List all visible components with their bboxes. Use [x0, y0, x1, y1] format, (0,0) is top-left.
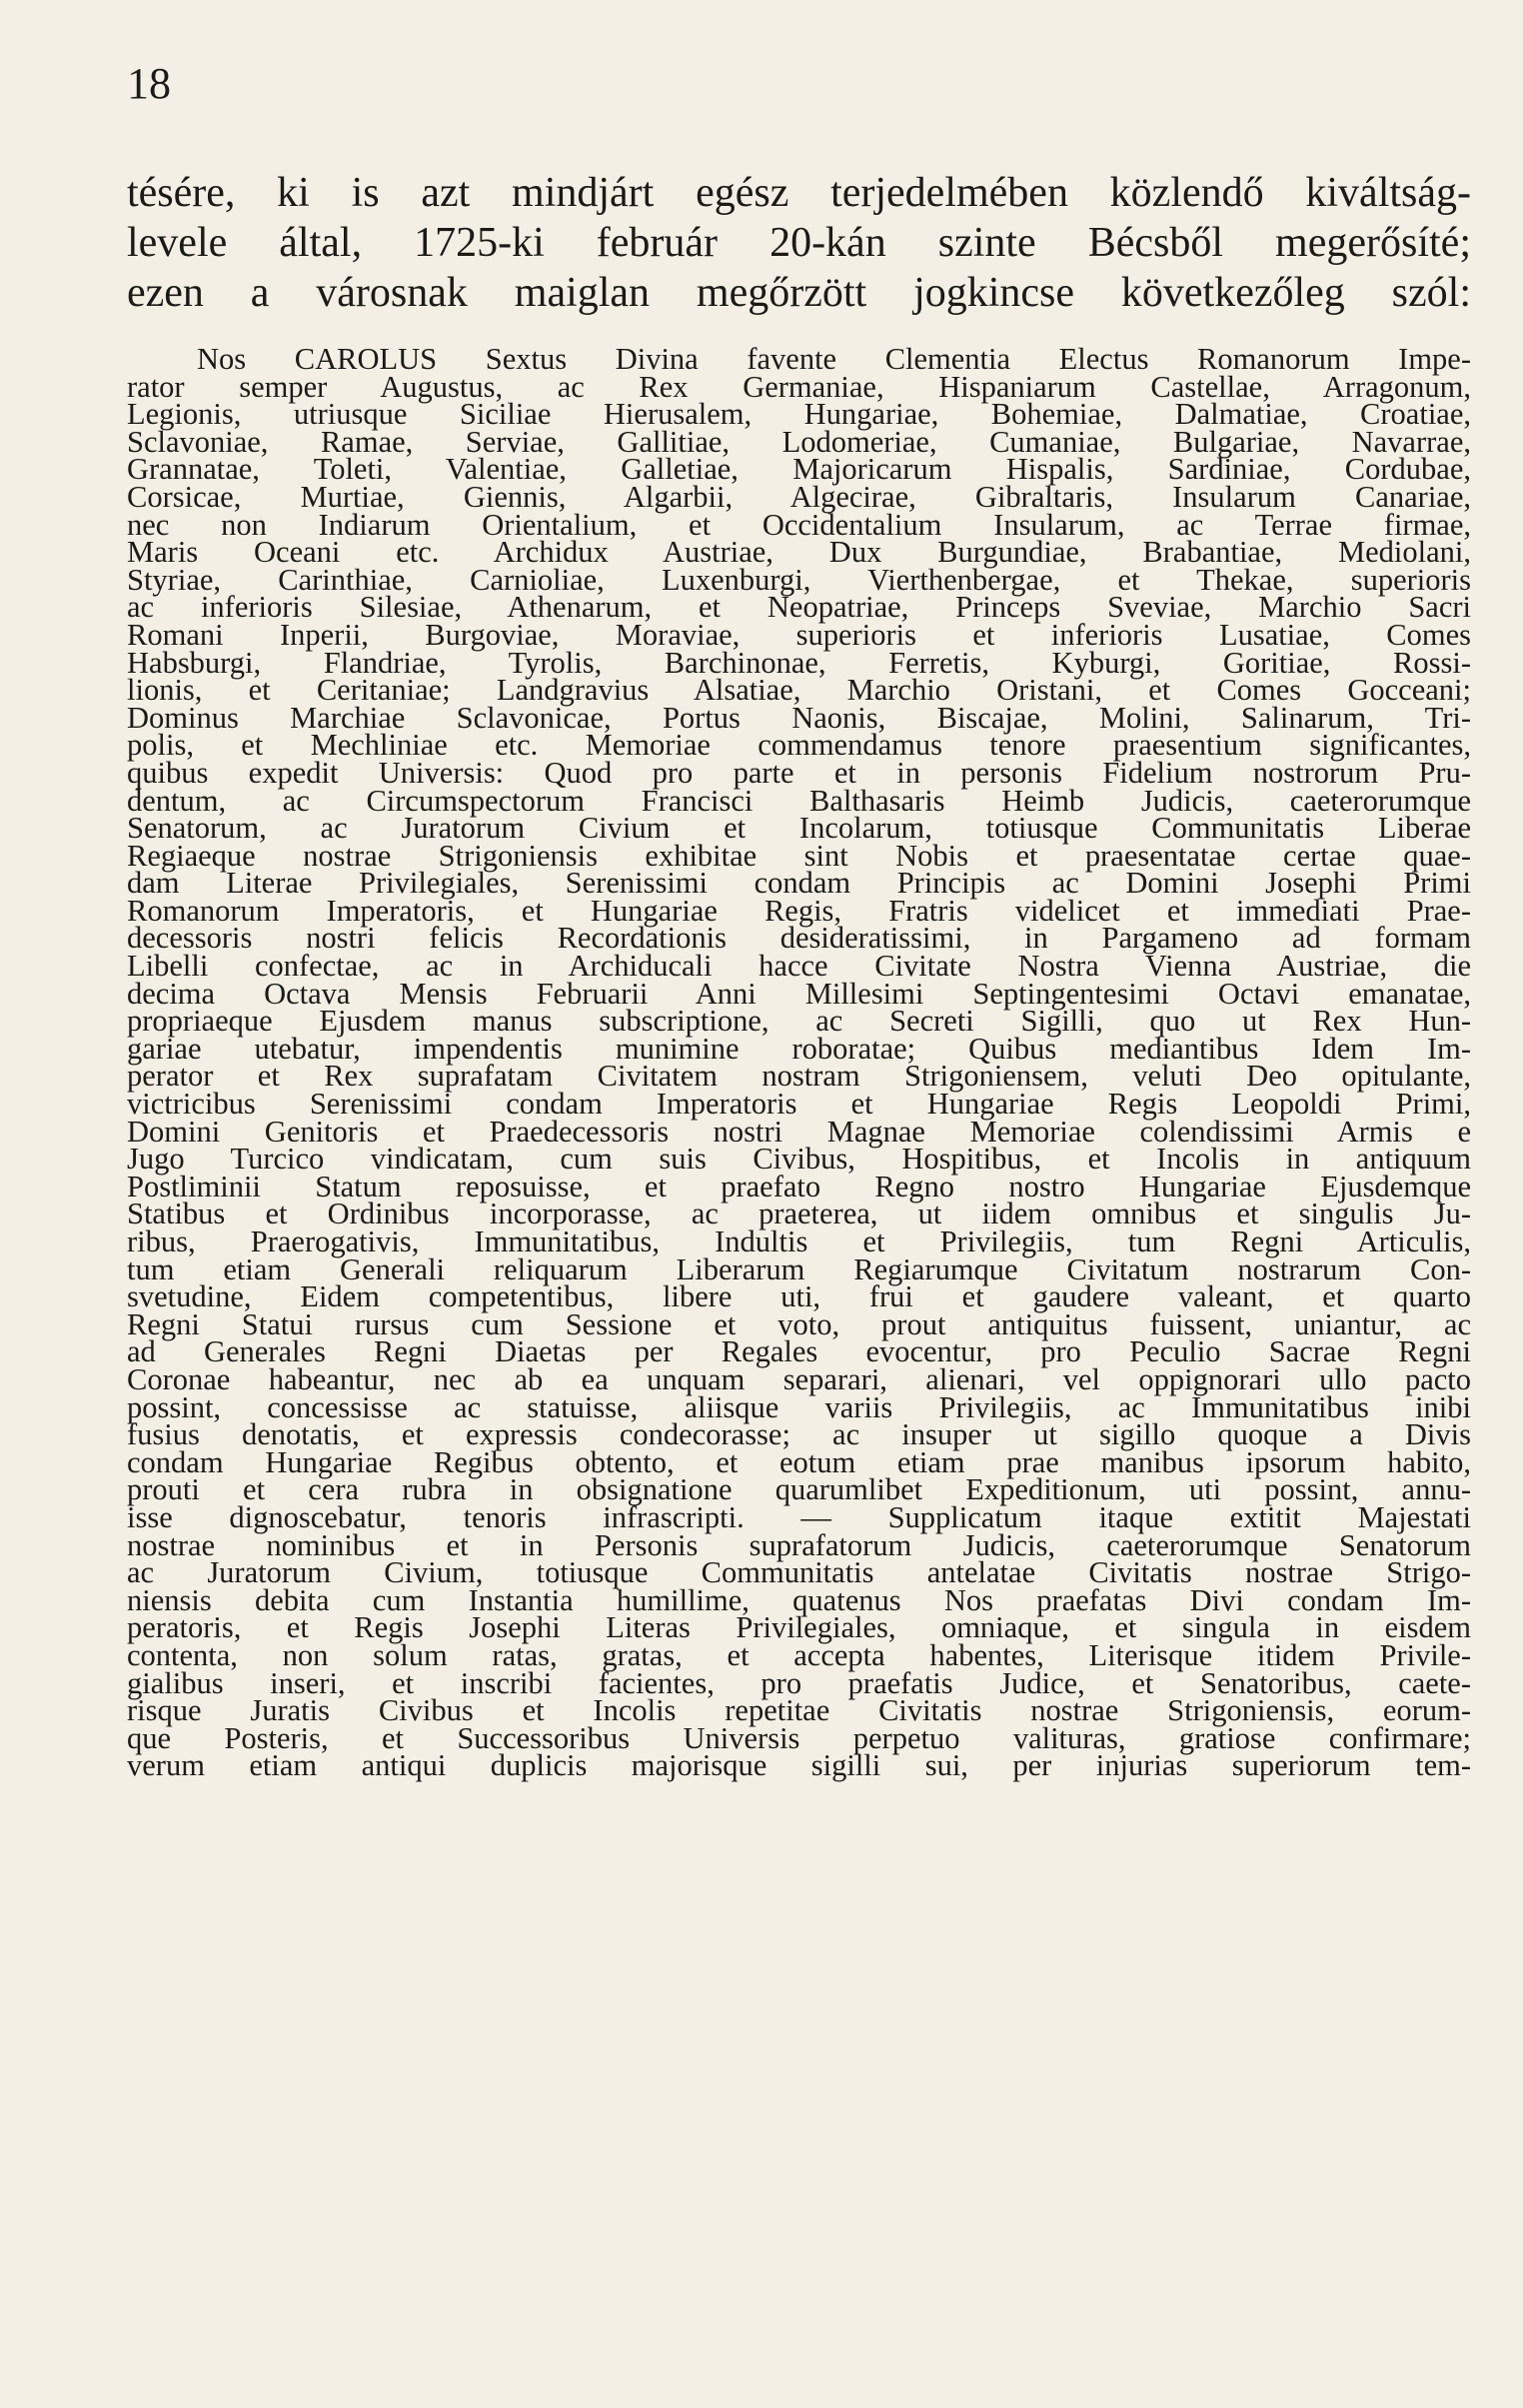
text-line: Styriae, Carinthiae, Carnioliae, Luxenburgi, Vierthenbergae, et Thekae, superioris [127, 562, 1471, 597]
text-line: gariae utebatur, impendentis munimine roboratae; Quibus mediantibus Idem Im- [127, 1031, 1471, 1066]
text-line: Domini Genitoris et Praedecessoris nostri Magnae Memoriae colendissimi Armis e [127, 1114, 1471, 1149]
text-line: victricibus Serenissimi condam Imperatoris et Hungariae Regis Leopoldi Primi, [127, 1087, 1471, 1122]
text-line: dentum, ac Circumspectorum Francisci Balthasaris Heimb Judicis, caeterorumque [127, 783, 1471, 818]
text-line: Senatorum, ac Juratorum Civium et Incolarum, totiusque Communitatis Liberae [127, 811, 1471, 846]
latin-charter-text [127, 342, 1471, 1783]
text-line: Dominus Marchiae Sclavonicae, Portus Naonis, Biscajae, Molini, Salinarum, Tri- [127, 700, 1471, 735]
text-line: Romani Inperii, Burgoviae, Moraviae, superioris et inferioris Lusatiae, Comes [127, 617, 1471, 652]
text-line: ezen a városnak maiglan megőrzött jogkincse következőleg szól: [127, 270, 1471, 316]
text-line: Jugo Turcico vindicatam, cum suis Civibus, Hospitibus, et Incolis in antiquum [127, 1142, 1471, 1177]
page-number: 18 [127, 59, 171, 108]
text-line: Grannatae, Toleti, Valentiae, Galletiae, Majoricarum Hispalis, Sardiniae, Cordubae, [127, 452, 1471, 487]
text-line: polis, et Mechliniae etc. Memoriae commendamus tenore praesentium significantes, [127, 728, 1471, 763]
text-line: niensis debita cum Instantia humillime, quatenus Nos praefatas Divi condam Im- [127, 1582, 1471, 1617]
text-line: possint, concessisse ac statuisse, aliisque variis Privilegiis, ac Immunitatibus inibi [127, 1389, 1471, 1424]
text-line: Libelli confectae, ac in Archiducali hacce Civitate Nostra Vienna Austriae, die [127, 949, 1471, 984]
text-line: Legionis, utriusque Siciliae Hierusalem, Hungariae, Bohemiae, Dalmatiae, Croatiae, [127, 397, 1471, 432]
text-line: Regni Statui rursus cum Sessione et voto, prout antiquitus fuissent, uniantur, ac [127, 1306, 1471, 1341]
text-line: svetudine, Eidem competentibus, libere uti, frui et gaudere valeant, et quarto [127, 1279, 1471, 1314]
text-line: perator et Rex suprafatam Civitatem nostram Strigoniensem, veluti Deo opitulante, [127, 1059, 1471, 1094]
text-line: ad Generales Regni Diaetas per Regales evocentur, pro Peculio Sacrae Regni [127, 1334, 1471, 1369]
text-line: ribus, Praerogativis, Immunitatibus, Indultis et Privilegiis, tum Regni Articulis, [127, 1224, 1471, 1258]
text-line: Habsburgi, Flandriae, Tyrolis, Barchinonae, Ferretis, Kyburgi, Goritiae, Rossi- [127, 645, 1471, 680]
text-line: isse dignoscebatur, tenoris infrascripti. — Supplicatum itaque extitit Majestati [127, 1499, 1471, 1534]
text-line: Maris Oceani etc. Archidux Austriae, Dux Burgundiae, Brabantiae, Mediolani, [127, 535, 1471, 570]
text-line: Nos CAROLUS Sextus Divina favente Clementia Electus Romanorum Impe- [197, 342, 1471, 376]
text-line: verum etiam antiqui duplicis majorisque sigilli sui, per injurias superiorum tem- [127, 1748, 1471, 1783]
text-line: decessoris nostri felicis Recordationis desideratissimi, in Pargameno ad formam [127, 921, 1471, 956]
text-line: prouti et cera rubra in obsignatione quarumlibet Expeditionum, uti possint, annu- [127, 1472, 1471, 1507]
text-line: lionis, et Ceritaniae; Landgravius Alsatiae, Marchio Oristani, et Comes Gocceani; [127, 673, 1471, 708]
text-line: propriaeque Ejusdem manus subscriptione, ac Secreti Sigilli, quo ut Rex Hun- [127, 1004, 1471, 1039]
text-line: Statibus et Ordinibus incorporasse, ac praeterea, ut iidem omnibus et singulis Ju- [127, 1197, 1471, 1231]
text-line: Corsicae, Murtiae, Giennis, Algarbii, Algecirae, Gibraltaris, Insularum Canariae, [127, 479, 1471, 514]
text-line: dam Literae Privilegiales, Serenissimi condam Principis ac Domini Josephi Primi [127, 866, 1471, 901]
text-line: Coronae habeantur, nec ab ea unquam separari, alienari, vel oppignorari ullo pacto [127, 1361, 1471, 1396]
text-line: Postliminii Statum reposuisse, et praefato Regno nostro Hungariae Ejusdemque [127, 1169, 1471, 1204]
text-line: contenta, non solum ratas, gratas, et accepta habentes, Literisque itidem Privile- [127, 1637, 1471, 1672]
text-line: tum etiam Generali reliquarum Liberarum Regiarumque Civitatum nostrarum Con- [127, 1251, 1471, 1286]
text-line: nec non Indiarum Orientalium, et Occidentalium Insularum, ac Terrae firmae, [127, 507, 1471, 542]
text-line: tésére, ki is azt mindjárt egész terjedelmében közlendő kiváltság- [127, 170, 1471, 216]
text-line: risque Juratis Civibus et Incolis repetitae Civitatis nostrae Strigoniensis, eorum- [127, 1693, 1471, 1728]
text-line: peratoris, et Regis Josephi Literas Privilegiales, omniaque, et singula in eisdem [127, 1610, 1471, 1645]
text-line: ac inferioris Silesiae, Athenarum, et Neopatriae, Princeps Sveviae, Marchio Sacri [127, 590, 1471, 625]
text-line: rator semper Augustus, ac Rex Germaniae, Hispaniarum Castellae, Arragonum, [127, 369, 1471, 404]
text-line: que Posteris, et Successoribus Universis perpetuo valituras, gratiose confirmare; [127, 1720, 1471, 1755]
text-line: gialibus inseri, et inscribi facientes, pro praefatis Judice, et Senatoribus, caete- [127, 1665, 1471, 1700]
text-line: Regiaeque nostrae Strigoniensis exhibitae sint Nobis et praesentatae certae quae- [127, 838, 1471, 873]
text-line: condam Hungariae Regibus obtento, et eotum etiam prae manibus ipsorum habito, [127, 1444, 1471, 1479]
text-line: decima Octava Mensis Februarii Anni Millesimi Septingentesimi Octavi emanatae, [127, 976, 1471, 1011]
text-line: Sclavoniae, Ramae, Serviae, Gallitiae, Lodomeriae, Cumaniae, Bulgariae, Navarrae, [127, 424, 1471, 459]
hungarian-intro-paragraph [127, 168, 1471, 318]
text-line: levele által, 1725-ki február 20-kán szinte Bécsből megerősíté; [127, 220, 1471, 266]
text-line: nostrae nominibus et in Personis suprafatorum Judicis, caeterorumque Senatorum [127, 1527, 1471, 1562]
text-line: fusius denotatis, et expressis condecorasse; ac insuper ut sigillo quoque a Divis [127, 1417, 1471, 1452]
text-line: quibus expedit Universis: Quod pro parte et in personis Fidelium nostrorum Pru- [127, 755, 1471, 790]
text-line: ac Juratorum Civium, totiusque Communitatis antelatae Civitatis nostrae Strigo- [127, 1555, 1471, 1590]
text-line: Romanorum Imperatoris, et Hungariae Regis, Fratris videlicet et immediati Prae- [127, 893, 1471, 928]
